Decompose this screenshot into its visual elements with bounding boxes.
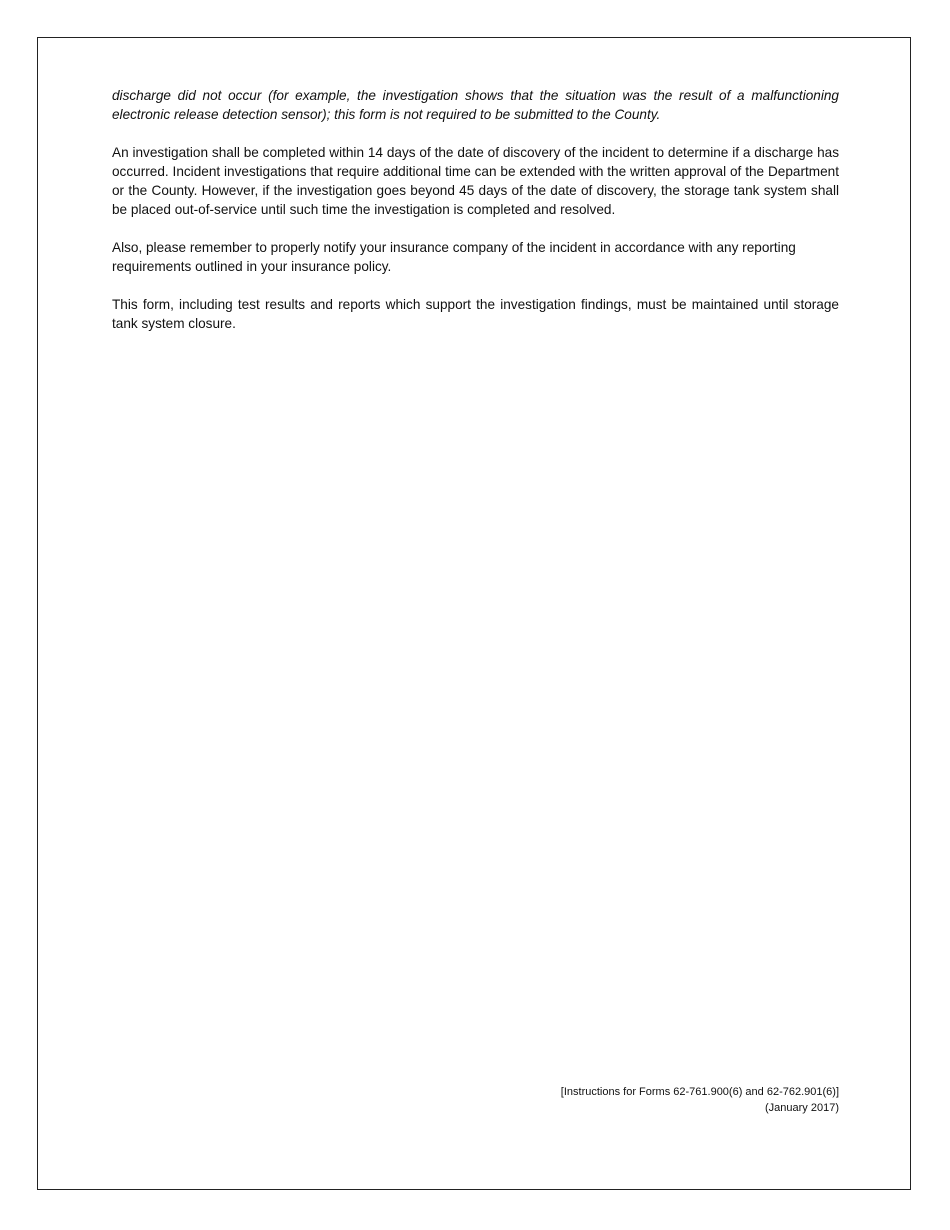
document-body (112, 86, 839, 352)
paragraph-record-retention: This form, including test results and reports which support the investigation findings, must be maintained until storage tank system closure. (112, 297, 839, 331)
footer-form-reference: [Instructions for Forms 62-761.900(6) and 62-762.901(6)] (560, 1086, 839, 1098)
page-footer (561, 1084, 839, 1116)
paragraph-investigation-timeline: An investigation shall be completed within 14 days of the date of discovery of the incident to determine if a discharge has occurred. Incident investigations that require additional time can be extended with the written approval of the Department or the County. However, if the investigation goes beyond 45 days of the date of discovery, the storage tank system shall be placed out-of-service until such time the investigation is completed and resolved. (112, 145, 839, 217)
paragraph-discharge-note: discharge did not occur (for example, the investigation shows that the situation was the result of a malfunctioning electronic release detection sensor); this form is not required to be submitted to the County. (112, 88, 839, 122)
footer-revision-date: (January 2017) (765, 1102, 839, 1114)
paragraph-insurance-notice: Also, please remember to properly notify your insurance company of the incident in accordance with any reporting requirements outlined in your insurance policy. (112, 240, 796, 274)
